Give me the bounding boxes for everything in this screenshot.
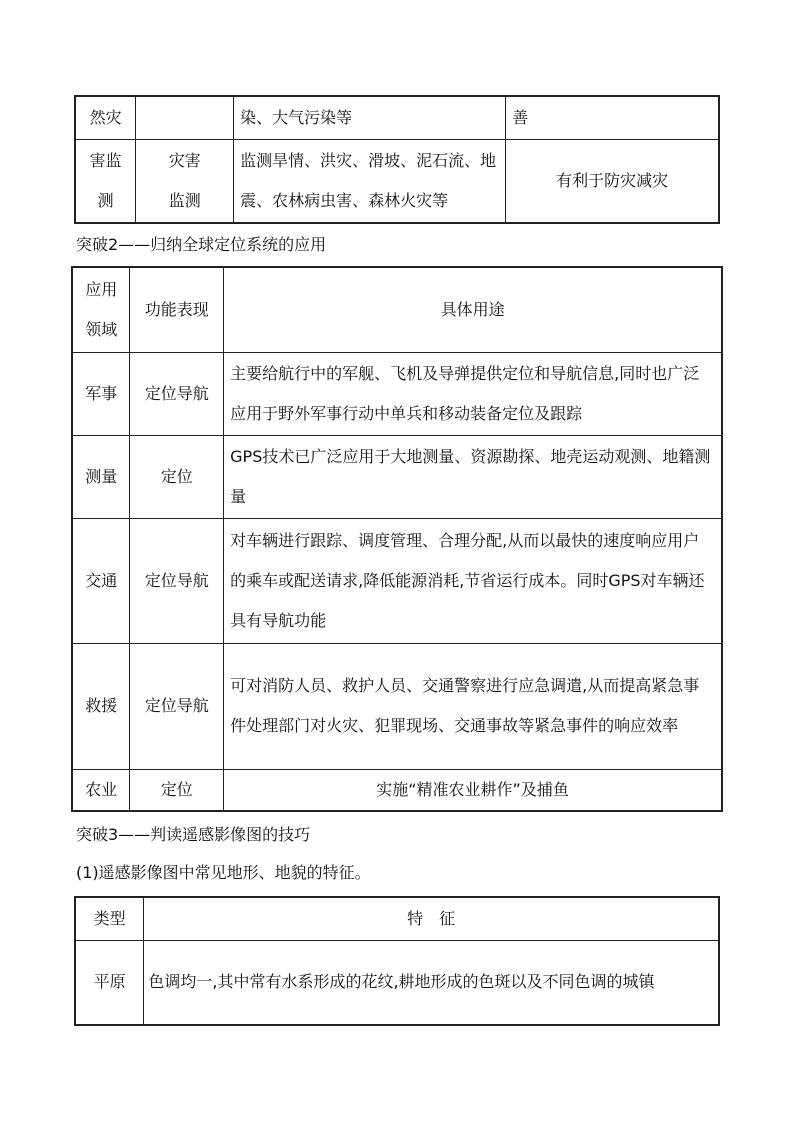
table-row xyxy=(72,435,722,518)
table-cell: 救援 xyxy=(72,643,130,769)
header-cell xyxy=(72,267,130,352)
table-row xyxy=(75,96,719,139)
section-heading: 突破2——归纳全球定位系统的应用 xyxy=(76,235,327,254)
table-header-row xyxy=(72,267,722,352)
cell-line: 灾害 xyxy=(168,150,201,170)
table-row xyxy=(72,769,722,811)
table-cell: 定位 xyxy=(130,435,224,518)
table-remote-sensing-continuation xyxy=(74,95,720,224)
table-cell: 测量 xyxy=(72,435,130,518)
table-header-row xyxy=(75,897,719,940)
table-landform-features xyxy=(74,896,720,1026)
cell-line: 领域 xyxy=(85,319,118,339)
table-cell: 农业 xyxy=(72,769,130,811)
cell-line: 测 xyxy=(97,190,114,210)
table-cell: 定位导航 xyxy=(130,518,224,643)
table-cell: 然灾 xyxy=(75,96,136,139)
table-cell: 可对消防人员、救护人员、交通警察进行应急调遣,从而提高紧急事件处理部门对火灾、犯罪现场、交通事故等紧急事件的响应效率 xyxy=(224,643,722,769)
section-heading: 突破3——判读遥感影像图的技巧 xyxy=(76,825,311,844)
table-cell: 对车辆进行跟踪、调度管理、合理分配,从而以最快的速度响应用户的乘车或配送请求,降低能源消耗,节省运行成本。同时GPS对车辆还具有导航功能 xyxy=(224,518,722,643)
table-cell: 定位导航 xyxy=(130,352,224,435)
table-cell: GPS技术已广泛应用于大地测量、资源勘探、地壳运动观测、地籍测量 xyxy=(224,435,722,518)
header-cell: 特 征 xyxy=(144,897,719,940)
table-cell: 色调均一,其中常有水系形成的花纹,耕地形成的色斑以及不同色调的城镇 xyxy=(144,940,719,1025)
header-cell: 功能表现 xyxy=(130,267,224,352)
section-subheading: (1)遥感影像图中常见地形、地貌的特征。 xyxy=(76,863,371,882)
table-cell: 定位导航 xyxy=(130,643,224,769)
header-cell: 具体用途 xyxy=(224,267,722,352)
table-cell xyxy=(75,139,136,223)
table-cell xyxy=(136,96,234,139)
table-row xyxy=(72,643,722,769)
table-cell: 染、大气污染等 xyxy=(234,96,506,139)
table-cell: 监测旱情、洪灾、滑坡、泥石流、地震、农林病虫害、森林火灾等 xyxy=(234,139,506,223)
table-cell: 军事 xyxy=(72,352,130,435)
table-cell: 交通 xyxy=(72,518,130,643)
table-cell: 平原 xyxy=(75,940,144,1025)
table-gps-applications xyxy=(71,266,723,812)
table-cell: 有利于防灾减灾 xyxy=(506,139,719,223)
table-cell: 善 xyxy=(506,96,719,139)
table-cell: 定位 xyxy=(130,769,224,811)
table-cell: 实施“精准农业耕作”及捕鱼 xyxy=(224,769,722,811)
cell-line: 监测 xyxy=(168,190,201,210)
table-cell: 主要给航行中的军舰、飞机及导弹提供定位和导航信息,同时也广泛应用于野外军事行动中单兵和移动装备定位及跟踪 xyxy=(224,352,722,435)
table-row xyxy=(75,139,719,223)
table-row xyxy=(75,940,719,1025)
cell-line: 害监 xyxy=(89,150,122,170)
cell-line: 应用 xyxy=(85,279,118,299)
header-cell: 类型 xyxy=(75,897,144,940)
table-row xyxy=(72,518,722,643)
table-row xyxy=(72,352,722,435)
table-cell xyxy=(136,139,234,223)
